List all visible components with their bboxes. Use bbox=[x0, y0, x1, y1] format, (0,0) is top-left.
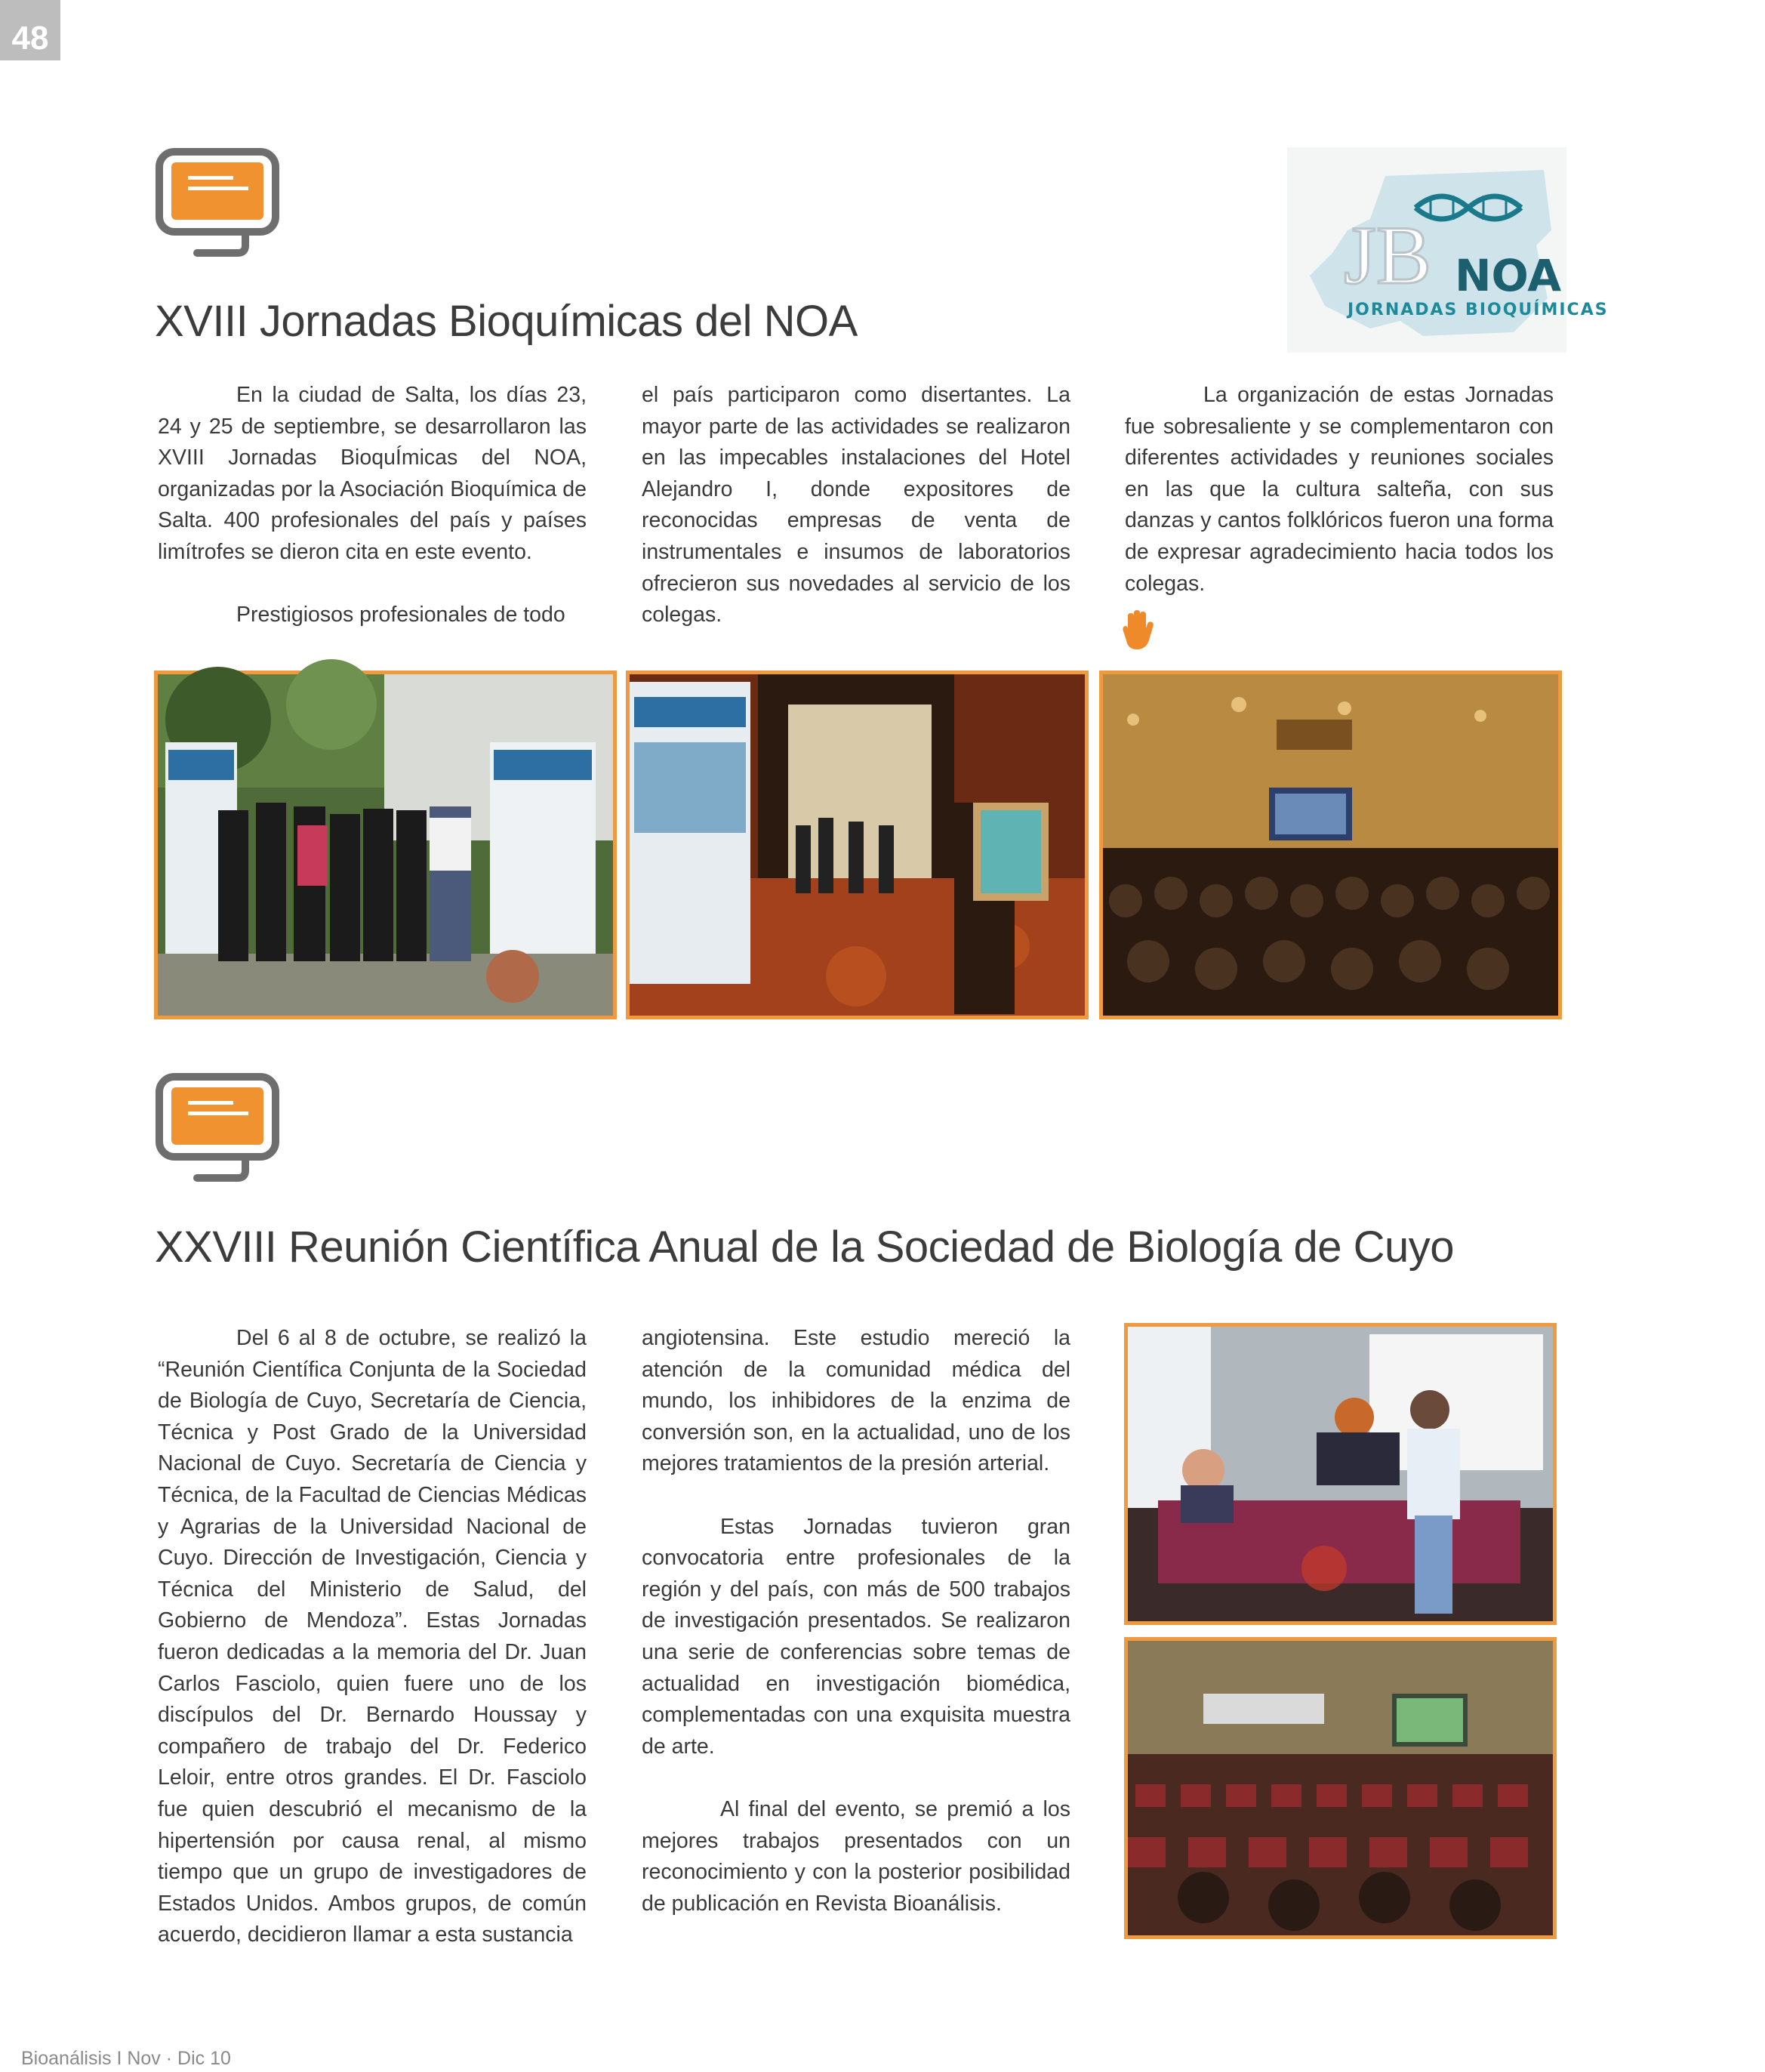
group-photo-garden bbox=[154, 671, 617, 1019]
text-column bbox=[158, 380, 587, 631]
text-column bbox=[158, 1323, 587, 1951]
logo-text-sub: JORNADAS BIOQUÍMICAS bbox=[1348, 301, 1609, 319]
award-table-photo bbox=[1124, 1323, 1557, 1625]
page-number: 48 bbox=[0, 0, 60, 60]
text-column bbox=[642, 380, 1070, 631]
article-title: XXVIII Reunión Científica Anual de la Sociedad de Biología de Cuyo bbox=[155, 1223, 1455, 1272]
logo-text-main: NOA bbox=[1455, 250, 1562, 301]
paragraph: Del 6 al 8 de octubre, se realizó la “Reunión Científica Conjunta de la Sociedad de Biología de Cuyo, Secretaría de Ciencia, Técnica y Post Grado de la Universidad Nacional de Cuyo. Secretaría de Ciencia y Técnica, de la Facultad de Ciencias Médicas y Agrarias de la Universidad Nacional de Cuyo. Dirección de Investigación, Ciencia y Técnica del Ministerio de Salud, del Gobierno de Mendoza”. Estas Jornadas fueron dedicadas a la memoria del Dr. Juan Carlos Fasciolo, quien fuere uno de los discípulos del Dr. Bernardo Houssay y compañero de trabajo del Dr. Federico Leloir, entre otros grandes. El Dr. Fasciolo fue quien descubrió el mecanismo de la hipertensión por causa renal, al mismo tiempo que un grupo de investigadores de Estados Unidos. Ambos grupos, de común acuerdo, decidieron llamar a esta sustancia bbox=[158, 1326, 587, 1947]
speech-bubble-monitor-icon bbox=[155, 1072, 280, 1186]
svg-text:JB: JB bbox=[1344, 209, 1432, 301]
paragraph: Al final del evento, se premió a los mejores trabajos presentados con un reconocimiento y con la posterior posibilidad de publicación en Revista Bioanálisis. bbox=[642, 1796, 1070, 1916]
conference-audience-photo bbox=[1099, 671, 1562, 1019]
auditorium-photo bbox=[1124, 1637, 1557, 1939]
text-column bbox=[642, 1323, 1070, 1919]
exhibition-hall-photo bbox=[626, 671, 1089, 1019]
jornadas-bioquimicas-noa-logo bbox=[1287, 147, 1609, 353]
paragraph: el país participaron como disertantes. La mayor parte de las actividades se realizaron en las impecables instalaciones del Hotel Alejandro I, donde expositores de reconocidas empresas de venta de instrumentales e insumos de laboratorios ofrecieron sus novedades al servicio de los colegas. bbox=[642, 383, 1070, 627]
page-footer: Bioanálisis I Nov · Dic 10 bbox=[21, 2048, 231, 2069]
hand-icon bbox=[1120, 610, 1155, 651]
text-column bbox=[1125, 380, 1554, 600]
speech-bubble-monitor-icon bbox=[155, 147, 280, 261]
paragraph: La organización de estas Jornadas fue sobresaliente y se complementaron con diferentes actividades y reuniones sociales en las que la cultura salteña, con sus danzas y cantos folklóricos fueron una forma de expresar agradecimiento hacia todos los colegas. bbox=[1125, 383, 1554, 596]
paragraph: Prestigiosos profesionales de todo bbox=[236, 603, 565, 627]
paragraph: Estas Jornadas tuvieron gran convocatoria entre profesionales de la región y del país, con más de 500 trabajos de investigación presentados. Se realizaron una serie de conferencias sobre temas de actualidad en investigación biomédica, complementadas con una exquisita muestra de arte. bbox=[642, 1514, 1070, 1759]
paragraph: angiotensina. Este estudio mereció la atención de la comunidad médica del mundo, los inhibidores de la enzima de conversión son, en la actualidad, uno de los mejores tratamientos de la presión arterial. bbox=[642, 1326, 1070, 1476]
article-title: XVIII Jornadas Bioquímicas del NOA bbox=[155, 297, 858, 346]
paragraph: En la ciudad de Salta, los días 23, 24 y 25 de septiembre, se desarrollaron las XVIII Jornadas BioquÍmicas del NOA, organizadas por la Asociación Bioquímica de Salta. 400 profesionales del país y países limítrofes se dieron cita en este evento. bbox=[158, 383, 587, 564]
